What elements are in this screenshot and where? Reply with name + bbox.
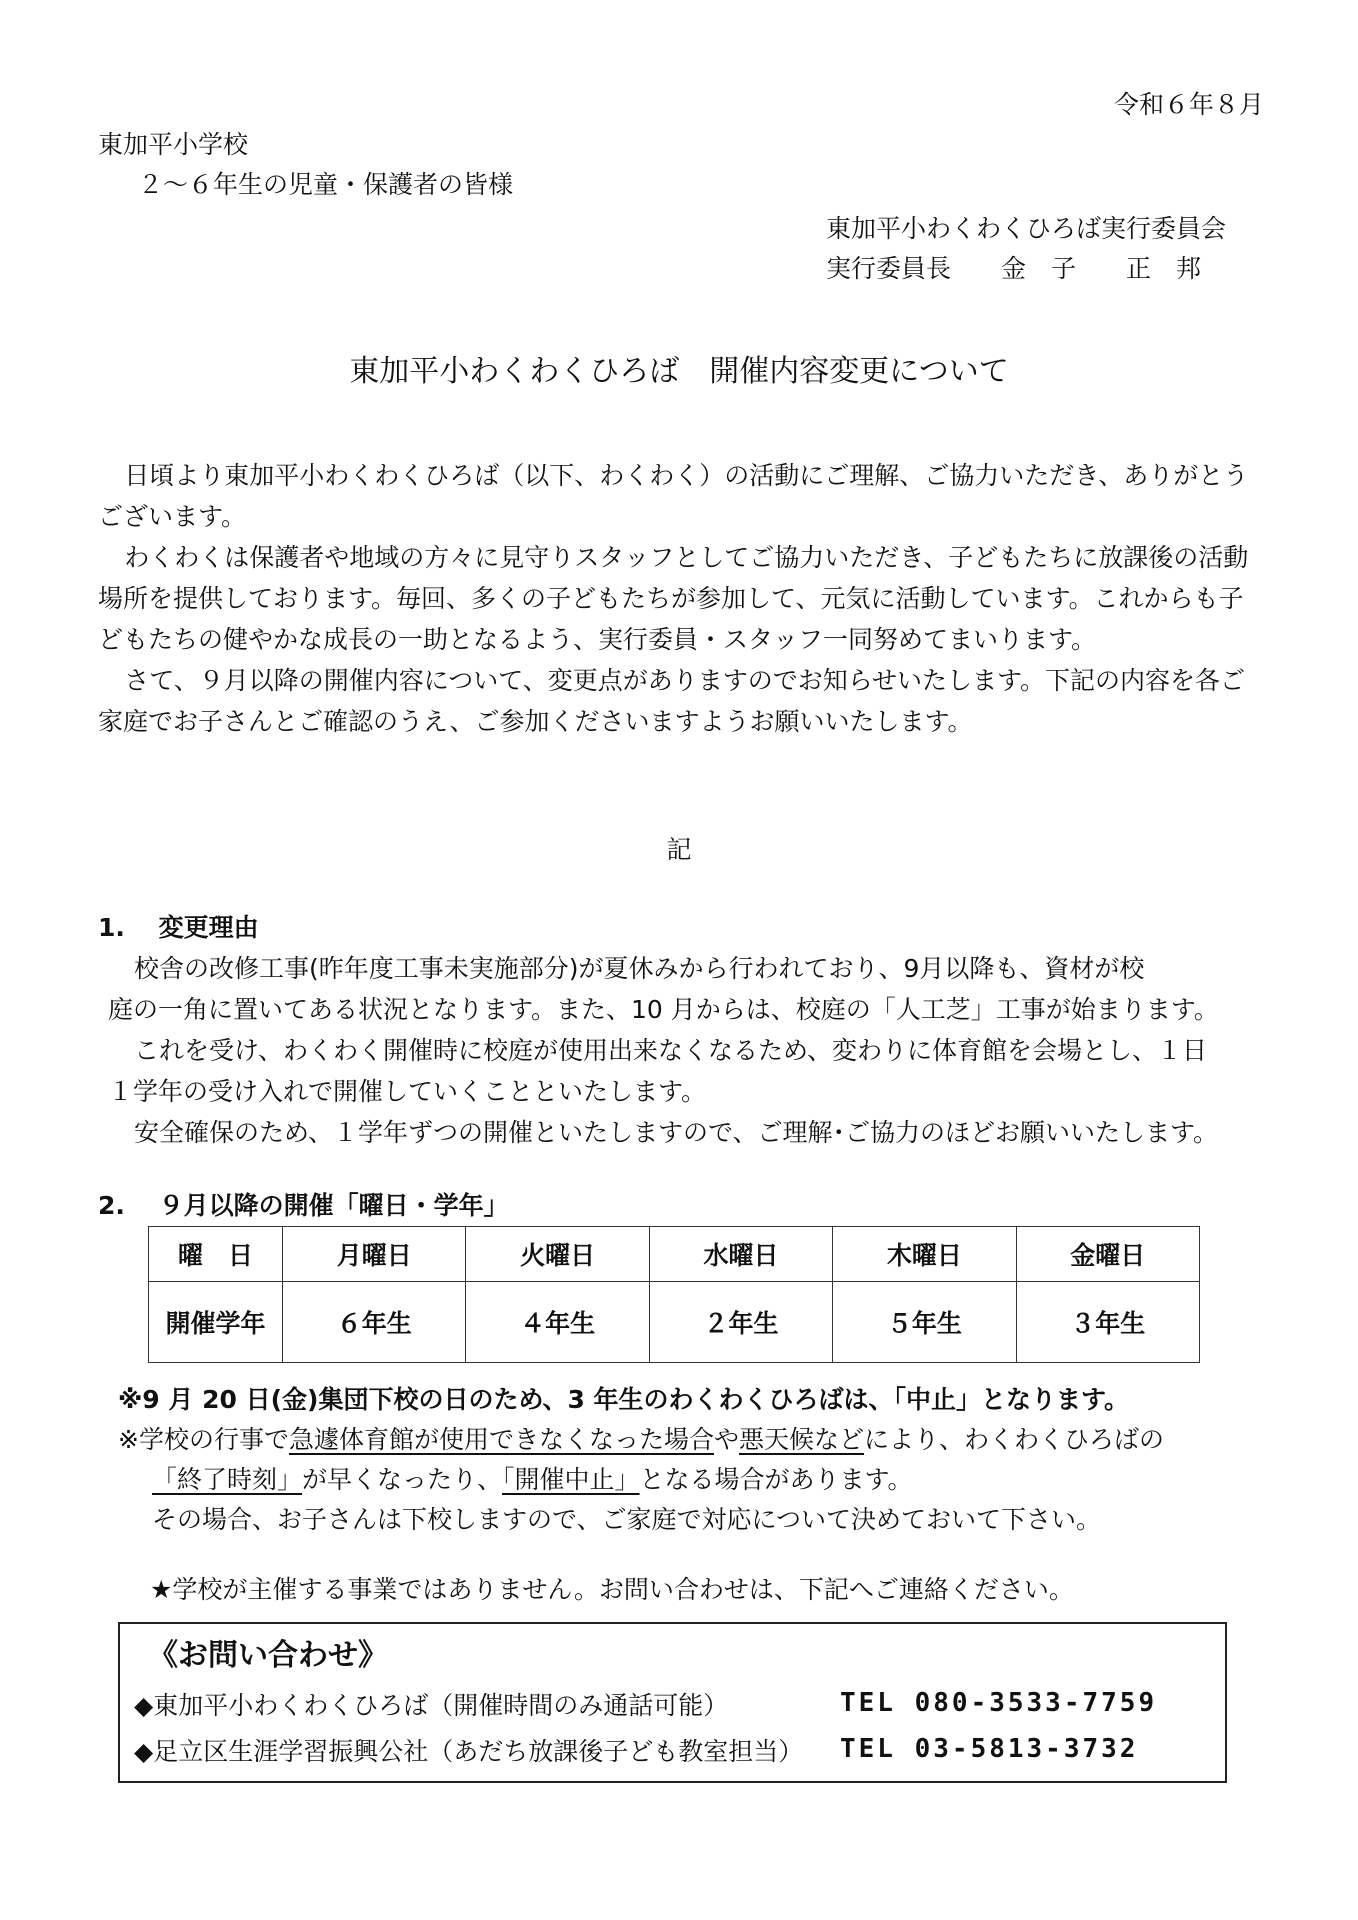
sender-organization: 東加平小わくわくひろば実行委員会 — [826, 214, 1227, 243]
section1-line: 校舎の改修工事(昨年度工事未実施部分)が夏休みから行われており、9月以降も、資材が校 — [134, 954, 1145, 983]
note-text: が早くなったり、 — [302, 1465, 503, 1494]
day-cell: 水曜日 — [649, 1227, 832, 1282]
note-underlined: 「開催中止」 — [502, 1465, 640, 1494]
recipient-school: 東加平小学校 — [98, 130, 249, 159]
table-row-days — [149, 1227, 1200, 1282]
section1-paragraph — [98, 1112, 1268, 1153]
section1-line: 庭の一角に置いてある状況となります。また、10 月からは、校庭の「人工芝」工事が始まります。 — [108, 995, 1219, 1024]
ki-marker: 記 — [666, 835, 692, 864]
intro-paragraph: 日頃より東加平小わくわくひろば（以下、わくわく）の活動にご理解、ご協力いただき、ありがとうございます。 — [98, 461, 1249, 531]
note-underlined: 「終了時刻」 — [152, 1465, 303, 1494]
document-title: 東加平小わくわくひろば 開催内容変更について — [349, 354, 1009, 389]
note-text: により、わくわくひろばの — [864, 1425, 1165, 1454]
contact-item — [134, 1686, 1158, 1722]
section1-heading: 1. 変更理由 — [98, 913, 259, 942]
note-text: や — [713, 1425, 739, 1454]
grade-cell: ３年生 — [1016, 1282, 1199, 1363]
intro-paragraph: さて、９月以降の開催内容について、変更点がありますのでお知らせいたします。下記の内容を各ご家庭でお子さんとご確認のうえ、ご参加くださいますようお願いいたします。 — [98, 666, 1246, 736]
intro-paragraph: わくわくは保護者や地域の方々に見守りスタッフとしてご協力いただき、子どもたちに放課後の活動場所を提供しております。毎回、多くの子どもたちが参加して、元気に活動しています。これからも子どもたちの健やかな成長の一助となるよう、実行委員・スタッフ一同努めてまいります。 — [98, 543, 1249, 654]
section1-paragraph — [98, 948, 1268, 1030]
section1-body — [98, 948, 1268, 1153]
grade-cell: ６年生 — [283, 1282, 466, 1363]
section1-paragraph — [98, 1030, 1268, 1112]
section2-heading: 2. ９月以降の開催「曜日・学年」 — [98, 1191, 509, 1220]
section1-line: 安全確保のため、１学年ずつの開催といたしますので、ご理解･ご協力のほどお願いいたします。 — [134, 1118, 1219, 1147]
grade-cell: ４年生 — [466, 1282, 649, 1363]
note-weather-cont — [118, 1460, 1164, 1500]
contact-phone: TEL 080-3533-7759 — [840, 1688, 1158, 1718]
intro-body — [98, 455, 1262, 742]
disclaimer: ★学校が主催する事業ではありません。お問い合わせは、下記へご連絡ください。 — [150, 1575, 1074, 1604]
note-cancel: ※9 月 20 日(金)集団下校の日のため、3 年生のわくわくひろばは、「中止」となります。 — [118, 1385, 1130, 1414]
section1-line: １学年の受け入れで開催していくことといたします。 — [108, 1077, 707, 1106]
grade-cell: ２年生 — [649, 1282, 832, 1363]
contact-phone: TEL 03-5813-3732 — [840, 1734, 1139, 1764]
note-text: となる場合があります。 — [639, 1465, 913, 1494]
contact-name: ◆足立区生涯学習振興公社（あだち放課後子ども教室担当） — [134, 1737, 804, 1766]
day-cell: 月曜日 — [283, 1227, 466, 1282]
grade-cell: ５年生 — [833, 1282, 1016, 1363]
day-cell: 火曜日 — [466, 1227, 649, 1282]
notes-block — [118, 1380, 1164, 1540]
document-date: 令和６年８月 — [1113, 90, 1264, 119]
table-row-grades — [149, 1282, 1200, 1363]
note-home-response: その場合、お子さんは下校しますので、ご家庭で対応について決めておいて下さい。 — [152, 1505, 1102, 1534]
note-underlined: 悪天候など — [738, 1425, 864, 1454]
note-weather — [118, 1420, 1164, 1460]
contact-title: 《お問い合わせ》 — [148, 1638, 388, 1673]
contact-name: ◆東加平小わくわくひろば（開催時間のみ通話可能） — [134, 1691, 729, 1720]
schedule-table — [148, 1226, 1200, 1363]
note-text: ※学校の行事で — [118, 1425, 289, 1454]
contact-item — [134, 1732, 1139, 1768]
section1-line: これを受け、わくわく開催時に校庭が使用出来なくなるため、変わりに体育館を会場とし、１日 — [134, 1036, 1208, 1065]
day-cell: 木曜日 — [833, 1227, 1016, 1282]
row-label-day: 曜 日 — [149, 1227, 283, 1282]
contact-box — [118, 1622, 1227, 1783]
sender-name: 実行委員長 金 子 正 邦 — [826, 254, 1202, 283]
note-underlined: 急遽体育館が使用できなくなった場合 — [288, 1425, 714, 1454]
row-label-grade: 開催学年 — [149, 1282, 283, 1363]
recipient-group: ２～６年生の児童・保護者の皆様 — [138, 170, 514, 199]
day-cell: 金曜日 — [1016, 1227, 1199, 1282]
